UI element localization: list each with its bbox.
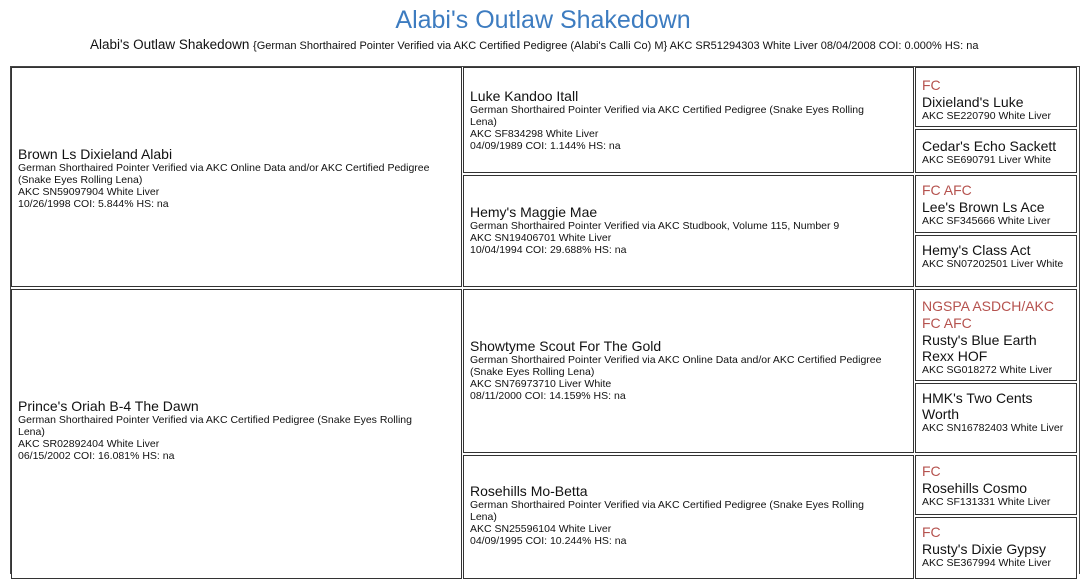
dog-registration: AKC SF834298 White Liver <box>470 128 599 140</box>
dog-registration: AKC SN25596104 White Liver <box>470 523 612 535</box>
dog-registration: AKC SE220790 White Liver <box>922 110 1051 122</box>
dog-name: Brown Ls Dixieland Alabi <box>18 146 173 162</box>
dog-registration: AKC SE690791 Liver White <box>922 154 1051 166</box>
dog-name: Hemy's Class Act <box>922 242 1031 258</box>
grandparent-box <box>463 67 914 173</box>
dog-details: German Shorthaired Pointer Verified via AKC Online Data and/or AKC Certified Pedigree (Snake Eyes Rolling Lena) <box>470 354 882 378</box>
dog-name: HMK's Two Cents Worth <box>922 390 1033 422</box>
dog-registration: AKC SR02892404 White Liver <box>18 438 160 450</box>
dog-registration: AKC SE367994 White Liver <box>922 557 1051 569</box>
parent-box-sire <box>11 67 462 287</box>
dog-name: Prince's Oriah B-4 The Dawn <box>18 398 199 414</box>
great-grandparent-box <box>915 67 1077 127</box>
dog-registration: AKC SN16782403 White Liver <box>922 422 1064 434</box>
subject-details: {German Shorthaired Pointer Verified via AKC Certified Pedigree (Alabi's Calli Co) M} AKC SR51294303 White Liver 08/04/2008 COI: 0.000% HS: na <box>253 40 979 52</box>
great-grandparent-box <box>915 175 1077 233</box>
great-grandparent-box <box>915 455 1077 515</box>
great-grandparent-box <box>915 129 1077 173</box>
title-prefix: FC <box>922 524 941 540</box>
dog-name: Rusty's Dixie Gypsy <box>922 541 1047 557</box>
dog-name: Cedar's Echo Sackett <box>922 138 1057 154</box>
dog-name: Rosehills Mo-Betta <box>470 483 588 499</box>
dog-dates: 06/15/2002 COI: 16.081% HS: na <box>18 450 175 462</box>
dog-registration: AKC SG018272 White Liver <box>922 364 1053 376</box>
dog-details: German Shorthaired Pointer Verified via AKC Online Data and/or AKC Certified Pedigree (Snake Eyes Rolling Lena) <box>18 162 430 186</box>
subject-name: Alabi's Outlaw Shakedown <box>90 37 250 52</box>
great-grandparent-box <box>915 517 1077 579</box>
title-prefix: FC <box>922 463 941 479</box>
dog-name: Lee's Brown Ls Ace <box>922 199 1045 215</box>
dog-name: Dixieland's Luke <box>922 94 1024 110</box>
pedigree-chart <box>10 66 1080 574</box>
dog-registration: AKC SN07202501 Liver White <box>922 258 1064 270</box>
dog-details: German Shorthaired Pointer Verified via AKC Certified Pedigree (Snake Eyes Rolling Lena) <box>18 414 412 438</box>
subject-line <box>90 37 1080 54</box>
dog-registration: AKC SN19406701 White Liver <box>470 232 612 244</box>
parent-box-dam <box>11 289 462 579</box>
page-title: Alabi's Outlaw Shakedown <box>395 6 691 34</box>
title-prefix: NGSPA ASDCH/AKC FC AFC <box>922 298 1055 331</box>
great-grandparent-box <box>915 289 1077 381</box>
dog-details: German Shorthaired Pointer Verified via AKC Certified Pedigree (Snake Eyes Rolling Lena) <box>470 499 864 523</box>
dog-dates: 04/09/1995 COI: 10.244% HS: na <box>470 535 627 547</box>
grandparent-box <box>463 455 914 579</box>
title-prefix: FC AFC <box>922 182 972 198</box>
dog-name: Hemy's Maggie Mae <box>470 204 598 220</box>
dog-details: German Shorthaired Pointer Verified via AKC Studbook, Volume 115, Number 9 <box>470 220 840 232</box>
great-grandparent-box <box>915 235 1077 287</box>
dog-registration: AKC SF131331 White Liver <box>922 496 1051 508</box>
dog-registration: AKC SN59097904 White Liver <box>18 186 160 198</box>
dog-name: Luke Kandoo Itall <box>470 88 579 104</box>
great-grandparent-box <box>915 383 1077 453</box>
dog-dates: 10/26/1998 COI: 5.844% HS: na <box>18 198 169 210</box>
dog-registration: AKC SF345666 White Liver <box>922 215 1051 227</box>
dog-dates: 08/11/2000 COI: 14.159% HS: na <box>470 390 626 402</box>
grandparent-box <box>463 289 914 453</box>
dog-dates: 04/09/1989 COI: 1.144% HS: na <box>470 140 621 152</box>
grandparent-box <box>463 175 914 287</box>
title-prefix: FC <box>922 77 941 93</box>
dog-dates: 10/04/1994 COI: 29.688% HS: na <box>470 244 627 256</box>
dog-name: Showtyme Scout For The Gold <box>470 338 662 354</box>
dog-registration: AKC SN76973710 Liver White <box>470 378 612 390</box>
dog-details: German Shorthaired Pointer Verified via AKC Certified Pedigree (Snake Eyes Rolling Lena) <box>470 104 864 128</box>
dog-name: Rusty's Blue Earth Rexx HOF <box>922 332 1037 364</box>
dog-name: Rosehills Cosmo <box>922 480 1028 496</box>
